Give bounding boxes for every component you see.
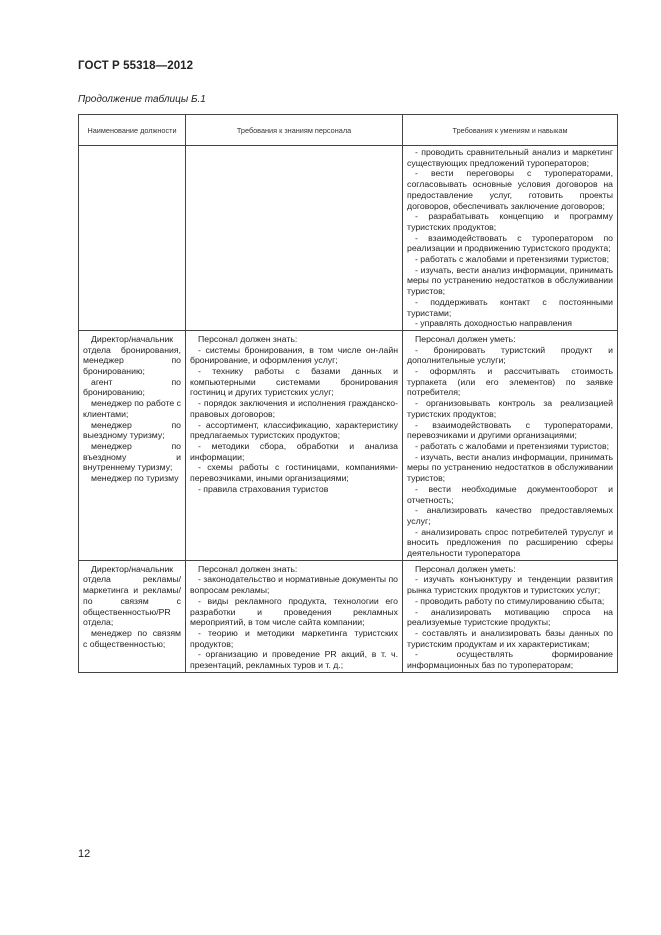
cell-paragraph: - оформлять и рассчитывать стоимость турпакета (или его элементов) по заявке потребителя; bbox=[407, 366, 613, 398]
cell-paragraph: - системы бронирования, в том числе он-лайн бронирование, и оформления услуг; bbox=[190, 344, 398, 366]
table-header-row bbox=[79, 115, 618, 146]
cell-paragraph: - поддерживать контакт с постоянными туристами; bbox=[407, 296, 613, 318]
cell-paragraph: - ассортимент, классификацию, характеристику предлагаемых туристских продуктов; bbox=[190, 419, 398, 441]
cell-paragraph: - управлять доходностью направления bbox=[415, 318, 572, 329]
skills-cell bbox=[403, 560, 618, 672]
cell-paragraph: - проводить сравнительный анализ и маркетинг существующих предложений туроператоров; bbox=[407, 147, 613, 168]
cell-paragraph: - анализировать качество предоставляемых услуг; bbox=[407, 505, 613, 526]
knowledge-cell bbox=[186, 146, 403, 331]
cell-paragraph: - взаимодействовать с туроператором по реализации и продвижению туристского продукта; bbox=[407, 232, 613, 254]
cell-paragraph: менеджер по выездному туризму; bbox=[83, 419, 181, 441]
column-header-knowledge: Требования к знаниям персонала bbox=[186, 115, 403, 146]
table-row bbox=[79, 560, 618, 672]
cell-paragraph: менеджер по туризму bbox=[91, 473, 179, 484]
knowledge-cell bbox=[186, 330, 403, 560]
cell-paragraph: - разрабатывать концепцию и программу туристских продуктов; bbox=[407, 211, 613, 232]
knowledge-cell bbox=[186, 560, 403, 672]
cell-paragraph: Персонал должен уметь: bbox=[415, 563, 516, 574]
skills-cell bbox=[403, 330, 618, 560]
cell-paragraph: - изучать, вести анализ информации, принимать меры по устранению недостатков в обслуживании туристов; bbox=[407, 451, 613, 484]
cell-paragraph: - проводить работу по стимулированию сбыта; bbox=[415, 595, 605, 606]
position-cell bbox=[79, 146, 186, 331]
table-row bbox=[79, 330, 618, 560]
cell-paragraph: Персонал должен уметь: bbox=[415, 333, 516, 344]
cell-paragraph: менеджер по связям с общественностью; bbox=[83, 627, 181, 649]
cell-paragraph: - организацию и проведение PR акций, в т. ч. презентаций, рекламных туров и т. д.; bbox=[190, 649, 398, 671]
cell-paragraph: Персонал должен знать: bbox=[198, 333, 298, 344]
cell-paragraph: - изучать конъюнктуру и тенденции развития рынка туристских продуктов и туристских услуг; bbox=[407, 574, 613, 596]
cell-paragraph: - схемы работы с гостиницами, компаниями-перевозчиками, иными организациями; bbox=[190, 462, 398, 484]
cell-paragraph: - осуществлять формирование информационных баз по туроператорам; bbox=[407, 649, 613, 671]
cell-paragraph: - изучать, вести анализ информации, принимать меры по устранению недостатков в обслуживании туристов; bbox=[407, 264, 613, 297]
cell-paragraph: Директор/начальник отдела бронирования, менеджер по бронированию; bbox=[83, 333, 181, 377]
cell-paragraph: - анализировать спрос потребителей туруслуг и вносить предложения по расширению сферы деятельности туроператора bbox=[407, 526, 613, 559]
cell-paragraph: - законодательство и нормативные документы по вопросам рекламы; bbox=[190, 574, 398, 596]
cell-paragraph: - вести необходимые документооборот и отчетность; bbox=[407, 483, 613, 505]
cell-paragraph: - технику работы с базами данных и компьютерными системами бронирования гостиниц и других туристских услуг; bbox=[190, 366, 398, 398]
skills-cell bbox=[403, 146, 618, 331]
cell-paragraph: - бронировать туристский продукт и дополнительные услуги; bbox=[407, 344, 613, 366]
cell-paragraph: - составлять и анализировать базы данных по туристским продуктам и их характеристикам; bbox=[407, 627, 613, 649]
cell-paragraph: - организовывать контроль за реализацией туристских продуктов; bbox=[407, 398, 613, 419]
cell-paragraph: агент по бронированию; bbox=[83, 376, 181, 398]
cell-paragraph: - работать с жалобами и претензиями туристов; bbox=[415, 440, 609, 451]
cell-paragraph: Директор/начальник отдела рекламы/маркетинга и рекламы/ по связям с общественностью/PR отдела; bbox=[83, 563, 181, 628]
page-number: 12 bbox=[78, 848, 91, 860]
document-header: ГОСТ Р 55318—2012 bbox=[78, 60, 194, 72]
cell-paragraph: - методики сбора, обработки и анализа информации; bbox=[190, 440, 398, 462]
table-row bbox=[79, 146, 618, 331]
cell-paragraph: - вести переговоры с туроператорами, согласовывать основные условия договоров на предоставление услуг, готовить проекты договоров, обеспечивать заключение договоров; bbox=[407, 168, 613, 211]
cell-paragraph: менеджер по въездному и внутреннему туризму; bbox=[83, 440, 181, 473]
cell-paragraph: - правила страхования туристов bbox=[198, 483, 329, 494]
position-cell bbox=[79, 560, 186, 672]
cell-paragraph: менеджер по работе с клиентами; bbox=[83, 398, 181, 419]
cell-paragraph: - работать с жалобами и претензиями туристов; bbox=[415, 254, 609, 265]
position-cell bbox=[79, 330, 186, 560]
requirements-table bbox=[78, 114, 618, 673]
cell-paragraph: - теорию и методики маркетинга туристских продуктов; bbox=[190, 627, 398, 649]
cell-paragraph: Персонал должен знать: bbox=[198, 563, 298, 574]
column-header-position: Наименование должности bbox=[79, 115, 186, 146]
table-caption: Продолжение таблицы Б.1 bbox=[78, 94, 206, 105]
column-header-skills: Требования к умениям и навыкам bbox=[403, 115, 618, 146]
cell-paragraph: - взаимодействовать с туроператорами, перевозчиками и другими организациями; bbox=[407, 419, 613, 441]
cell-paragraph: - порядок заключения и исполнения гражданско-правовых договоров; bbox=[190, 398, 398, 419]
cell-paragraph: - анализировать мотивацию спроса на реализуемые туристские продукты; bbox=[407, 606, 613, 628]
cell-paragraph: - виды рекламного продукта, технологии его разработки и проведения рекламных мероприятий, в том числе сайта компании; bbox=[190, 595, 398, 628]
